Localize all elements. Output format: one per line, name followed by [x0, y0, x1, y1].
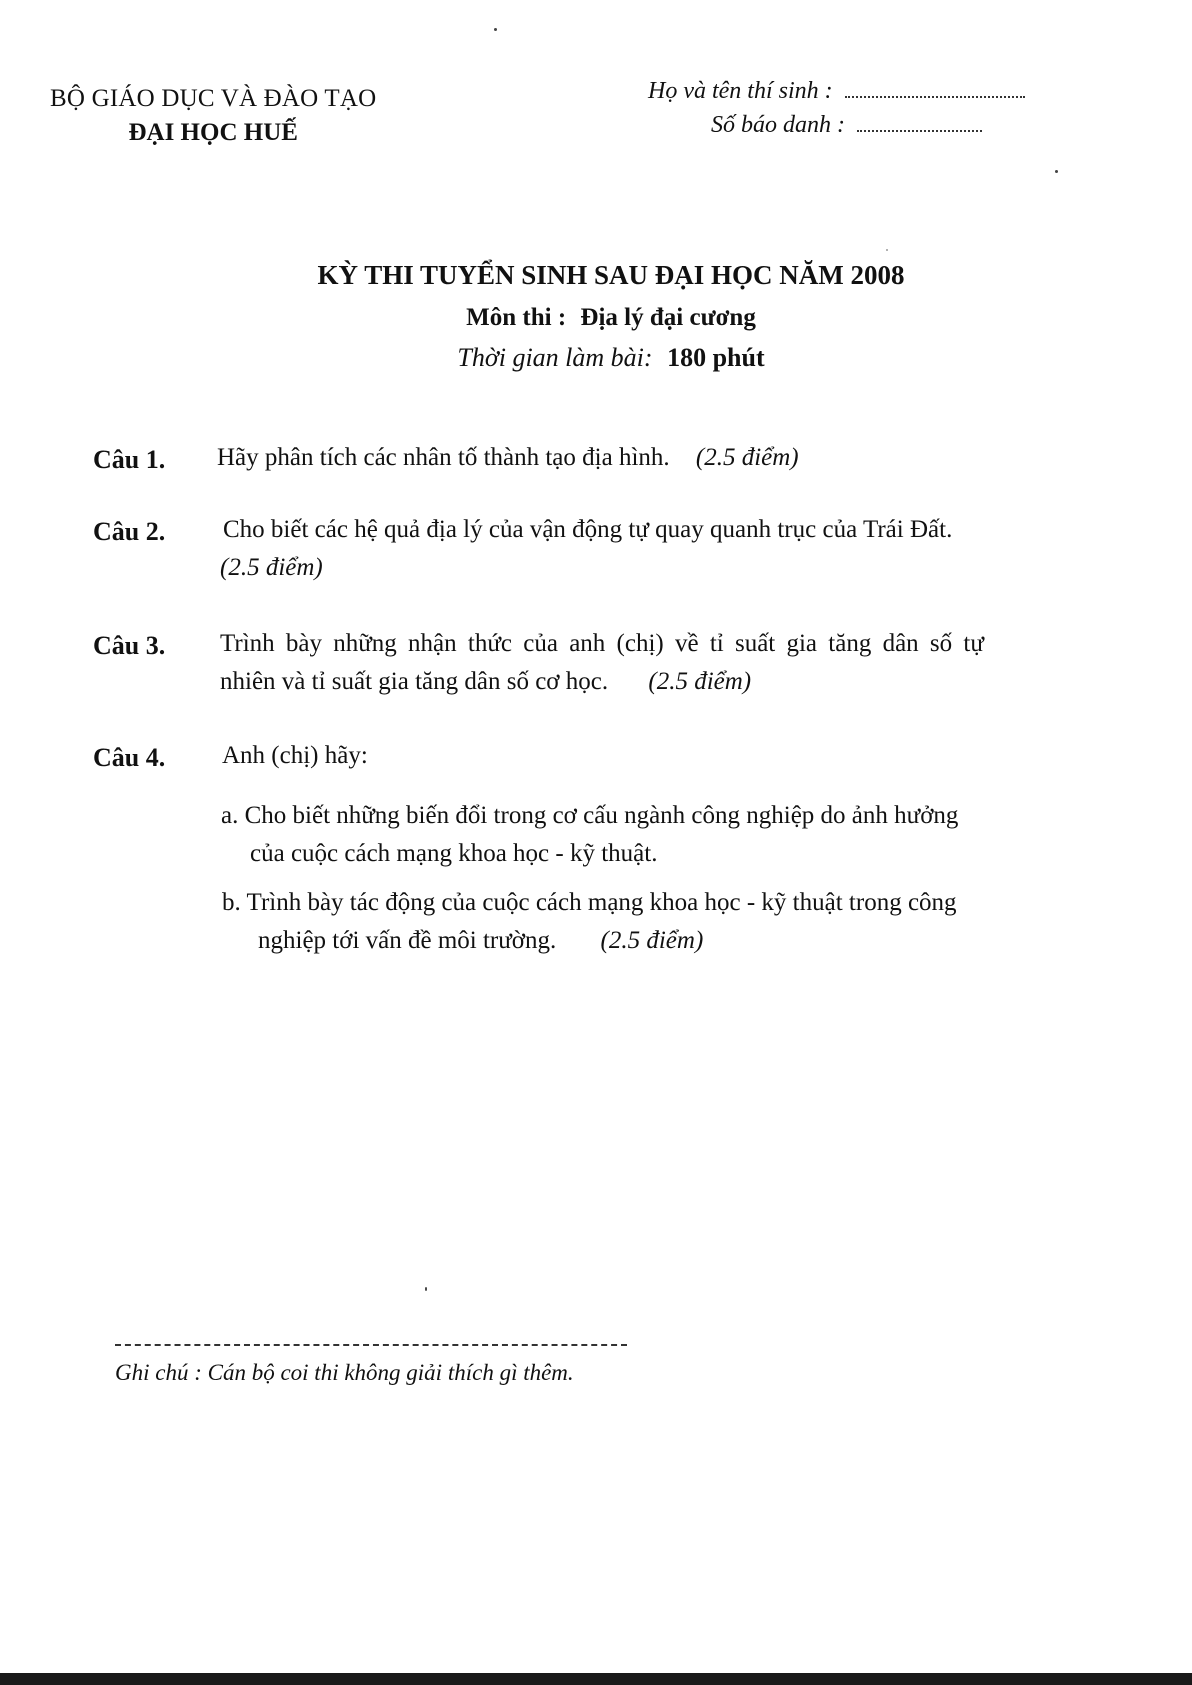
scan-bottom-edge [0, 1673, 1192, 1685]
question-line: Anh (chị) hãy: [222, 742, 368, 769]
footer-note: Ghi chú : Cán bộ coi thi không giải thích gì thêm. [115, 1360, 574, 1385]
scan-speck [1055, 170, 1058, 173]
question-points: (2.5 điểm) [648, 668, 752, 695]
scan-speck [494, 28, 497, 31]
question-label: Câu 1. [93, 445, 166, 474]
item-line-wrap [221, 835, 958, 873]
question-points: (2.5 điểm) [695, 444, 799, 471]
question-text [217, 439, 799, 477]
question-text [220, 511, 953, 587]
question-line: Cho biết các hệ quả địa lý của vận động tự quay quanh trục của Trái Đất. [223, 516, 953, 543]
ministry-name: BỘ GIÁO DỤC VÀ ĐÀO TẠO [50, 85, 377, 112]
subject-value: Địa lý đại cương [580, 304, 756, 331]
question-line: Hãy phân tích các nhân tố thành tạo địa hình. [217, 444, 670, 471]
question-points: (2.5 điểm) [220, 554, 323, 581]
item-line-wrap [222, 922, 957, 960]
candidate-id-blank [857, 116, 982, 132]
item-line: b. Trình bày tác động của cuộc cách mạng khoa học - kỹ thuật trong công [222, 889, 957, 916]
time-line [15, 343, 1192, 373]
university-name: ĐẠI HỌC HUẾ [128, 119, 298, 146]
question-4-item-a [221, 797, 958, 873]
question-label: Câu 3. [93, 631, 166, 660]
scan-speck [425, 1287, 427, 1291]
item-line: của cuộc cách mạng khoa học - kỹ thuật. [250, 840, 658, 867]
question-points: (2.5 điểm) [600, 927, 704, 954]
item-line: nghiệp tới vấn đề môi trường. [258, 927, 557, 954]
issuer-block [50, 82, 376, 150]
question-text [222, 737, 368, 775]
candidate-name-field [648, 78, 1025, 105]
time-value: 180 phút [667, 343, 765, 372]
candidate-id-label: Số báo danh : [711, 112, 845, 138]
note-divider [115, 1344, 627, 1346]
scan-speck [886, 249, 888, 251]
time-label: Thời gian làm bài: [457, 343, 653, 372]
question-label: Câu 2. [93, 517, 166, 546]
question-line: Trình bày những nhận thức của anh (chị) về tỉ suất gia tăng dân số tự [220, 630, 984, 657]
question-4-item-b [222, 884, 957, 960]
candidate-id-field [711, 112, 982, 139]
question-label: Câu 4. [93, 743, 166, 772]
candidate-name-label: Họ và tên thí sinh : [648, 78, 833, 104]
subject-label: Môn thi : [466, 304, 567, 331]
candidate-name-blank [845, 82, 1025, 98]
subject-line [15, 304, 1192, 332]
question-text [220, 625, 984, 701]
question-line-wrap [220, 663, 984, 701]
question-line: nhiên và tỉ suất gia tăng dân số cơ học. [220, 668, 609, 695]
exam-title: KỲ THI TUYỂN SINH SAU ĐẠI HỌC NĂM 2008 [317, 260, 905, 290]
item-line: a. Cho biết những biến đổi trong cơ cấu ngành công nghiệp do ảnh hưởng [221, 802, 959, 829]
